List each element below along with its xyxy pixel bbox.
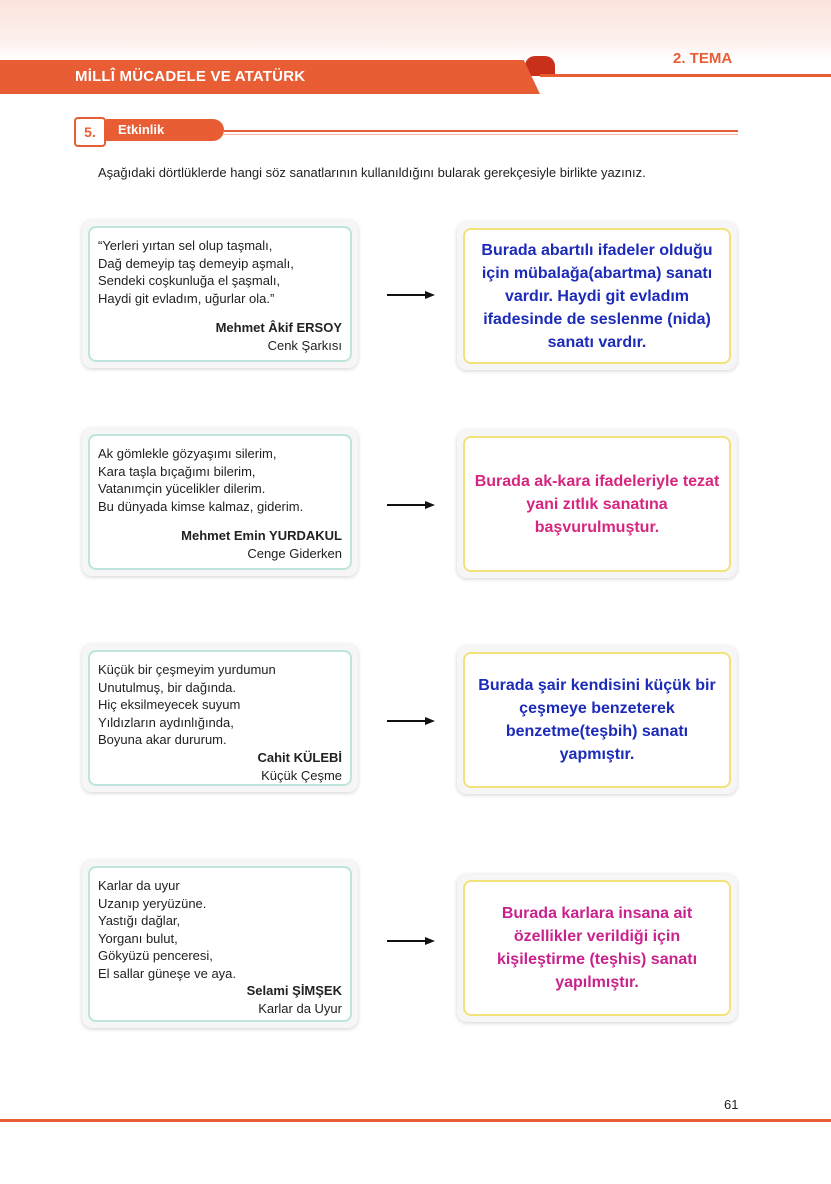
arrow-right-icon (387, 500, 435, 510)
poem-line: Bu dünyada kimse kalmaz, giderim. (98, 498, 304, 514)
page-number: 61 (724, 1097, 739, 1112)
poem-card-2 (82, 428, 358, 576)
poem-author: Selami ŞİMŞEK (246, 983, 342, 998)
poem-line: “Yerleri yırtan sel olup taşmalı, (98, 238, 273, 253)
answer-card-4 (457, 874, 737, 1022)
answer-card-2 (457, 430, 737, 578)
poem-line: Vatanımçin yücelikler dilerim. (98, 481, 266, 496)
poem-line: Unutulmuş, bir dağında. (98, 679, 237, 695)
answer-text: Burada şair kendisini küçük bir çeşmeye benzeterek benzetme(teşbih) sanatı yapmıştır. (478, 677, 716, 763)
poem-work: Cenge Giderken (247, 546, 342, 561)
answer-text: Burada karlara insana ait özellikler verildiği için kişileştirme (teşhis) sanatı yapılmıştır. (496, 905, 698, 991)
poem-work: Karlar da Uyur (258, 1001, 342, 1016)
poem-line: Yorganı bulut, (98, 930, 178, 946)
poem-author: Mehmet Emin YURDAKUL (181, 528, 342, 543)
theme-label: 2. TEMA (673, 50, 733, 67)
answer-text: Burada ak-kara ifadeleriyle tezat yani zıtlık sanatına başvurulmuştur. (474, 472, 720, 536)
arrow-right-icon (387, 290, 435, 300)
poem-line: Dağ demeyip taş demeyip aşmalı, (98, 255, 294, 271)
poem-line: Gökyüzü penceresi, (98, 948, 213, 963)
answer-card-3 (457, 646, 737, 794)
poem-line: Haydi git evladım, uğurlar ola.” (98, 290, 275, 306)
poem-line: Karlar da uyur (98, 878, 180, 893)
poem-lines (98, 445, 342, 515)
poem-card-1 (82, 220, 358, 368)
poem-card-4 (82, 860, 358, 1028)
arrow-right-icon (387, 716, 435, 726)
poem-author: Cahit KÜLEBİ (257, 749, 342, 765)
activity-rule-thin (224, 134, 738, 135)
unit-title: MİLLÎ MÜCADELE VE ATATÜRK (75, 68, 306, 85)
poem-line: Sendeki coşkunluğa el şaşmalı, (98, 273, 281, 288)
poem-line: Yastığı dağlar, (98, 913, 181, 928)
poem-line: Hiç eksilmeyecek suyum (98, 697, 241, 712)
poem-line: Küçük bir çeşmeyim yurdumun (98, 662, 276, 677)
answer-text: Burada abartılı ifadeler olduğu için mübalağa(abartma) sanatı vardır. Haydi git evladım ifadesinde de seslenme (nida) sanatı vardır. (481, 241, 713, 351)
poem-line: Boyuna akar dururum. (98, 732, 227, 747)
header-rule (540, 74, 831, 77)
poem-work: Küçük Çeşme (261, 767, 342, 783)
poem-line: Yıldızların aydınlığında, (98, 714, 234, 730)
poem-lines (98, 661, 342, 749)
poem-line: El sallar güneşe ve aya. (98, 965, 237, 981)
poem-line: Ak gömlekle gözyaşımı silerim, (98, 446, 277, 461)
poem-line: Uzanıp yeryüzüne. (98, 895, 207, 911)
activity-rule (224, 130, 738, 132)
footer-rule (0, 1119, 831, 1122)
answer-card-1 (457, 222, 737, 370)
activity-instruction: Aşağıdaki dörtlüklerde hangi söz sanatlarının kullanıldığını bularak gerekçesiyle birlikte yazınız. (98, 165, 646, 180)
activity-number: 5. (74, 117, 106, 147)
poem-card-3 (82, 644, 358, 792)
poem-work: Cenk Şarkısı (267, 338, 342, 353)
poem-author: Mehmet Âkif ERSOY (215, 320, 342, 335)
poem-line: Kara taşla bıçağımı bilerim, (98, 463, 256, 479)
activity-label: Etkinlik (106, 119, 224, 141)
poem-lines (98, 237, 342, 307)
arrow-right-icon (387, 936, 435, 946)
poem-lines (98, 877, 342, 982)
